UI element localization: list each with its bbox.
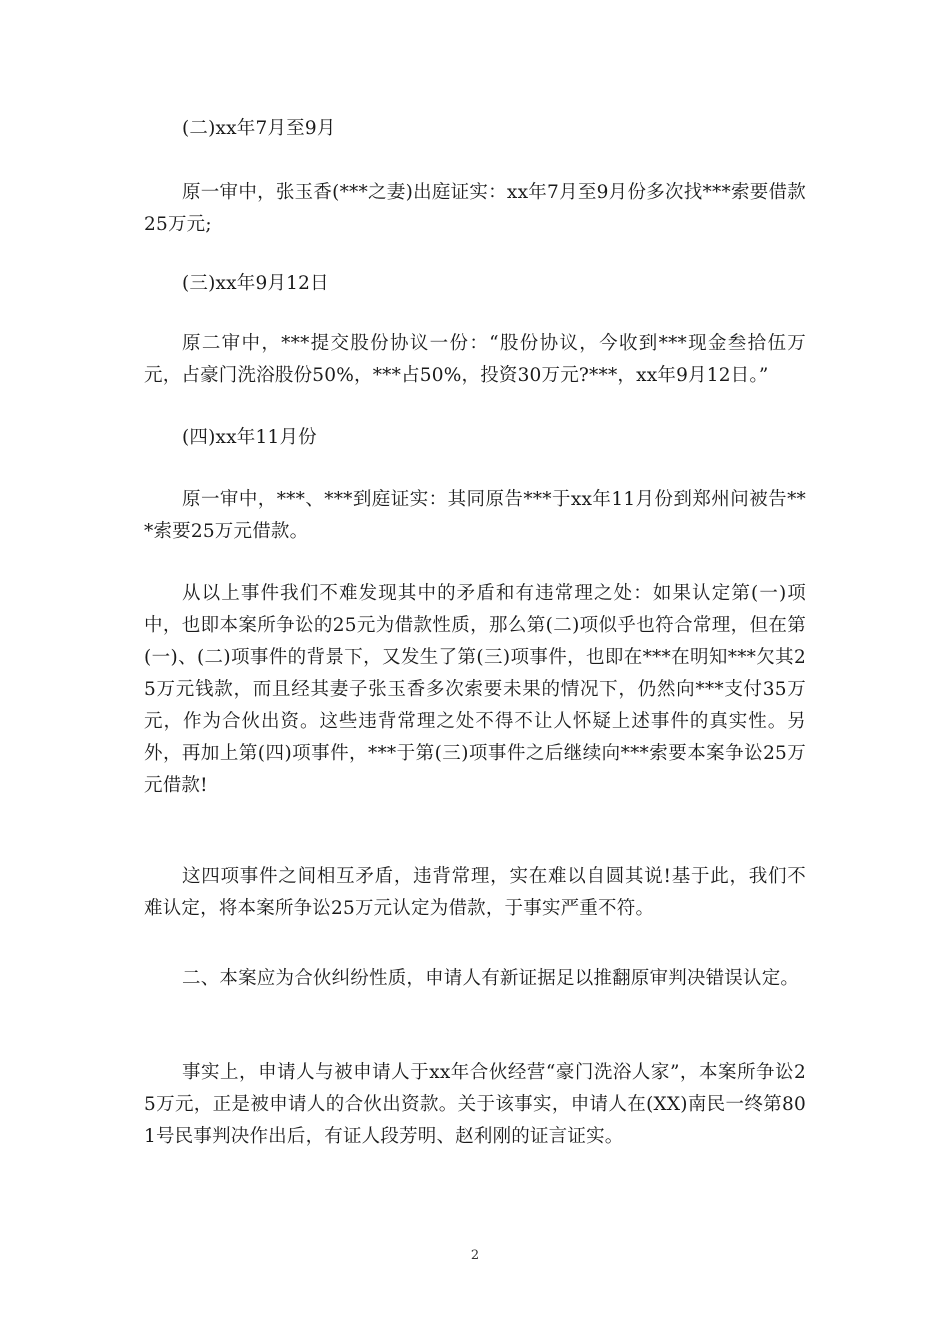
section-heading-3: (三)xx年9月12日 (182, 273, 329, 294)
document-page (144, 0, 806, 1344)
body-paragraph: 原一审中，***、***到庭证实：其同原告***于xx年11月份到郑州问被告***索要25万元借款。 (144, 489, 806, 542)
facts-paragraph: 事实上，申请人与被申请人于xx年合伙经营“豪门洗浴人家”，本案所争讼25万元，正是被申请人的合伙出资款。关于该事实，申请人在(XX)南民一终第801号民事判决作出后，有证人段芳明、赵利刚的证言证实。 (144, 1062, 806, 1147)
section-heading-4: (四)xx年11月份 (182, 427, 317, 448)
argument-heading-2: 二、本案应为合伙纠纷性质，申请人有新证据足以推翻原审判决错误认定。 (182, 968, 800, 989)
page-number: 2 (470, 1248, 480, 1263)
section-heading-2: (二)xx年7月至9月 (182, 118, 336, 139)
body-paragraph: 原二审中，***提交股份协议一份：“股份协议，今收到***现金叁拾伍万元，占豪门洗浴股份50%，***占50%，投资30万元?***，xx年9月12日。” (144, 333, 806, 386)
body-paragraph: 原一审中，张玉香(***之妻)出庭证实：xx年7月至9月份多次找***索要借款25万元; (144, 182, 806, 235)
conclusion-paragraph: 这四项事件之间相互矛盾，违背常理，实在难以自圆其说!基于此，我们不难认定，将本案所争讼25万元认定为借款，于事实严重不符。 (144, 866, 806, 919)
analysis-paragraph: 从以上事件我们不难发现其中的矛盾和有违常理之处：如果认定第(一)项中，也即本案所争讼的25元为借款性质，那么第(二)项似乎也符合常理，但在第(一)、(二)项事件的背景下，又发生了第(三)项事件，也即在***在明知***欠其25万元钱款，而且经其妻子张玉香多次索要未果的情况下，仍然向***支付35万元，作为合伙出资。这些违背常理之处不得不让人怀疑上述事件的真实性。另外，再加上第(四)项事件，***于第(三)项事件之后继续向***索要本案争讼25万元借款! (144, 583, 806, 796)
